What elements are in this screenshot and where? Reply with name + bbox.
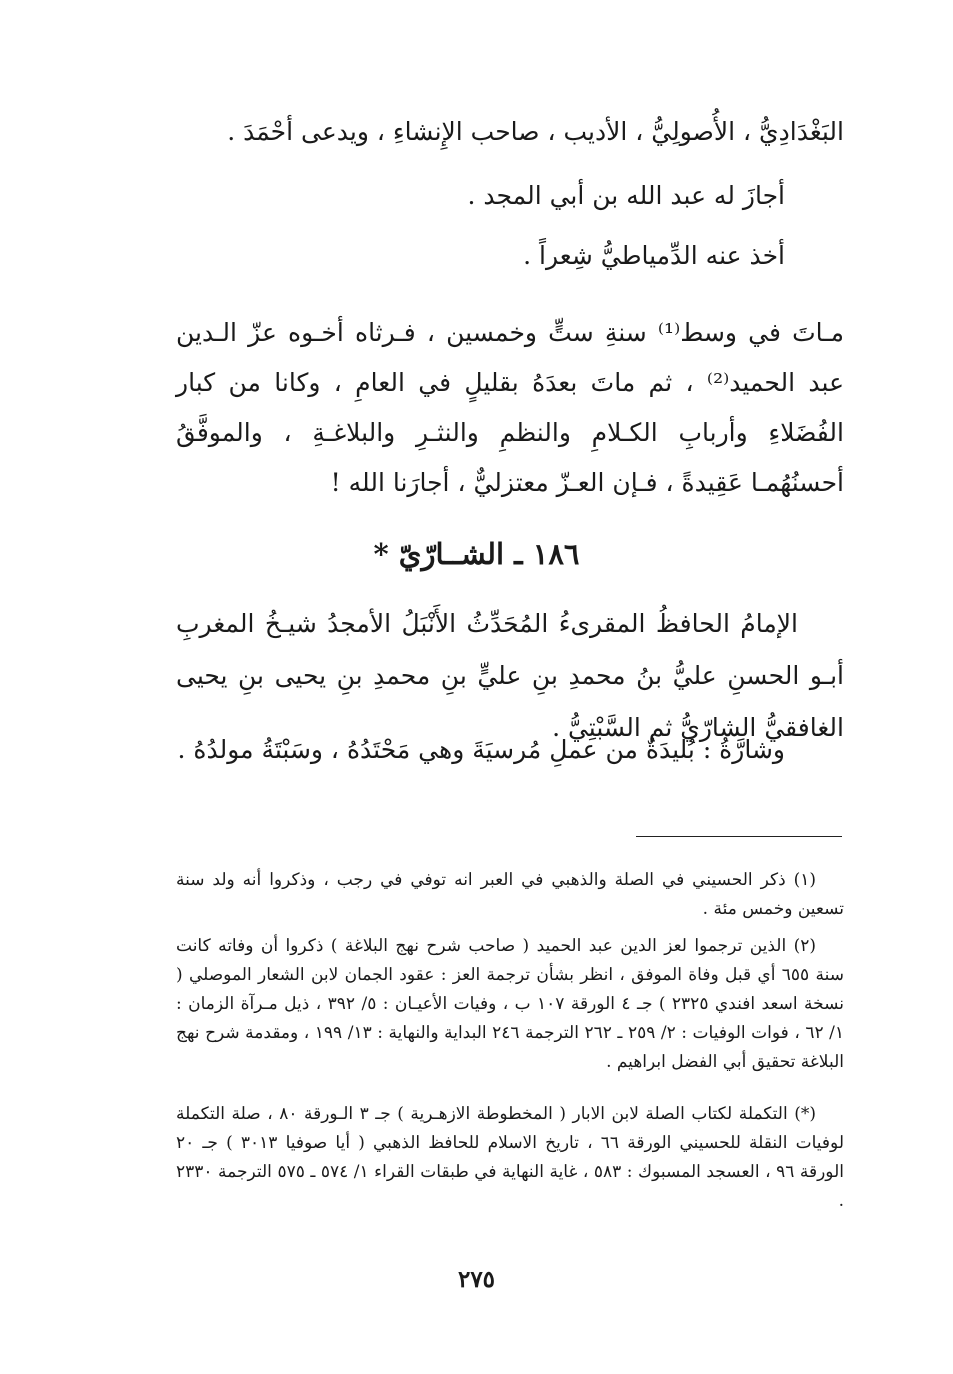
page-number: ٢٧٥	[457, 1266, 496, 1293]
place-note-line: وشارَّةُ : بُليدَةٌ من عملِ مُرسيَةَ وهي مَحْتَدُهُ ، وسَبْتَةُ مولدُهُ .	[177, 735, 785, 764]
footnote-2: (٢) الذين ترجموا لعز الدين عبد الحميد ( صاحب شرح نهج البلاغة ) ذكروا أن وفاته كانت سنة ٦٥٥ أي قبل وفاة الموفق ، انظر بشأن ترجمة العز : عقود الجمان لابن الشعار الموصلي ( نسخة اسعد افندي ٢٣٢٥ ) جـ ٤ الورقة ١٠٧ ب ، وفيات الأعيـان : ٥/ ٣٩٢ ، ذيل مـرآة الزمان : ١/ ٦٢ ، فوات الوفيات : ٢/ ٢٥٩ ـ ٢٦٢ الترجمة ٢٤٦ البداية والنهاية : ١٣/ ١٩٩ ، ومقدمة شرح نهج البلاغة تحقيق أبي الفضل ابراهيم .	[176, 936, 845, 1072]
footnote-1: (١) ذكر الحسيني في الصلة والذهبي في العبر انه توفي في رجب ، وذكروا أنه ولد سنة تسعين وخمس مئة .	[176, 870, 844, 919]
student-line: أخذ عنه الدِّمياطيُّ شِعراً .	[523, 241, 785, 270]
continued-entry-line: البَغْدَادِيُّ ، الأُصولِيُّ ، الأديب ، صاحب الإِنشاءِ ، ويدعى أحْمَدَ .	[227, 117, 844, 146]
footnote-divider	[636, 836, 842, 837]
entry-heading: ١٨٦ ـ الشــارّيّ *	[373, 537, 580, 571]
ijaza-line: أجازَ له عبد الله بن أبي المجد .	[467, 181, 785, 210]
death-paragraph: مـاتَ في وسط⁽¹⁾ سنةِ ستٍّ وخمسين ، فـرثاه أخـوه عزّ الـدين عبد الحميد⁽²⁾ ، ثم ماتَ بعدَهُ بقليلٍ في العامِ ، وكانا من كبار الفُضَلاءِ وأربابِ الكـلامِ والنظمِ والنثـرِ والبلاغـةِ ، والموفَّقُ أحسنُهُمـا عَقِيدةً ، فـإن العـزّ معتزليٌّ ، أجارَنا الله !	[176, 318, 844, 497]
footnote-sources: (*) التكملة لكتاب الصلة لابن الابار ( المخطوطة الازهـرية ) جـ ٣ الـورقة ٨٠ ، صلة التكملة لوفيات النقلة للحسيني الورقة ٦٦ ، تاريخ الاسلام للحافظ الذهبي ( أيا صوفيا ٣٠١٣ ) جـ ٢٠ الورقة ٩٦ ، العسجد المسبوك : ٥٨٣ ، غاية النهاية في طبقات القراء ١/ ٥٧٤ ـ ٥٧٥ الترجمة ٢٣٣٠ .	[176, 1104, 844, 1211]
biography-paragraph: الإمامُ الحافظُ المقرىءُ المُحَدِّثُ الأَنْبَلُ الأمجدُ شيـخُ المغربِ أبـو الحسنِ عليُّ بنُ محمدِ بنِ عليٍّ بنِ محمدِ بنِ يحيى بنِ يحيى الغافقيُّ الشارّيُّ ثم السَّبْتِيُّ .	[176, 609, 844, 742]
